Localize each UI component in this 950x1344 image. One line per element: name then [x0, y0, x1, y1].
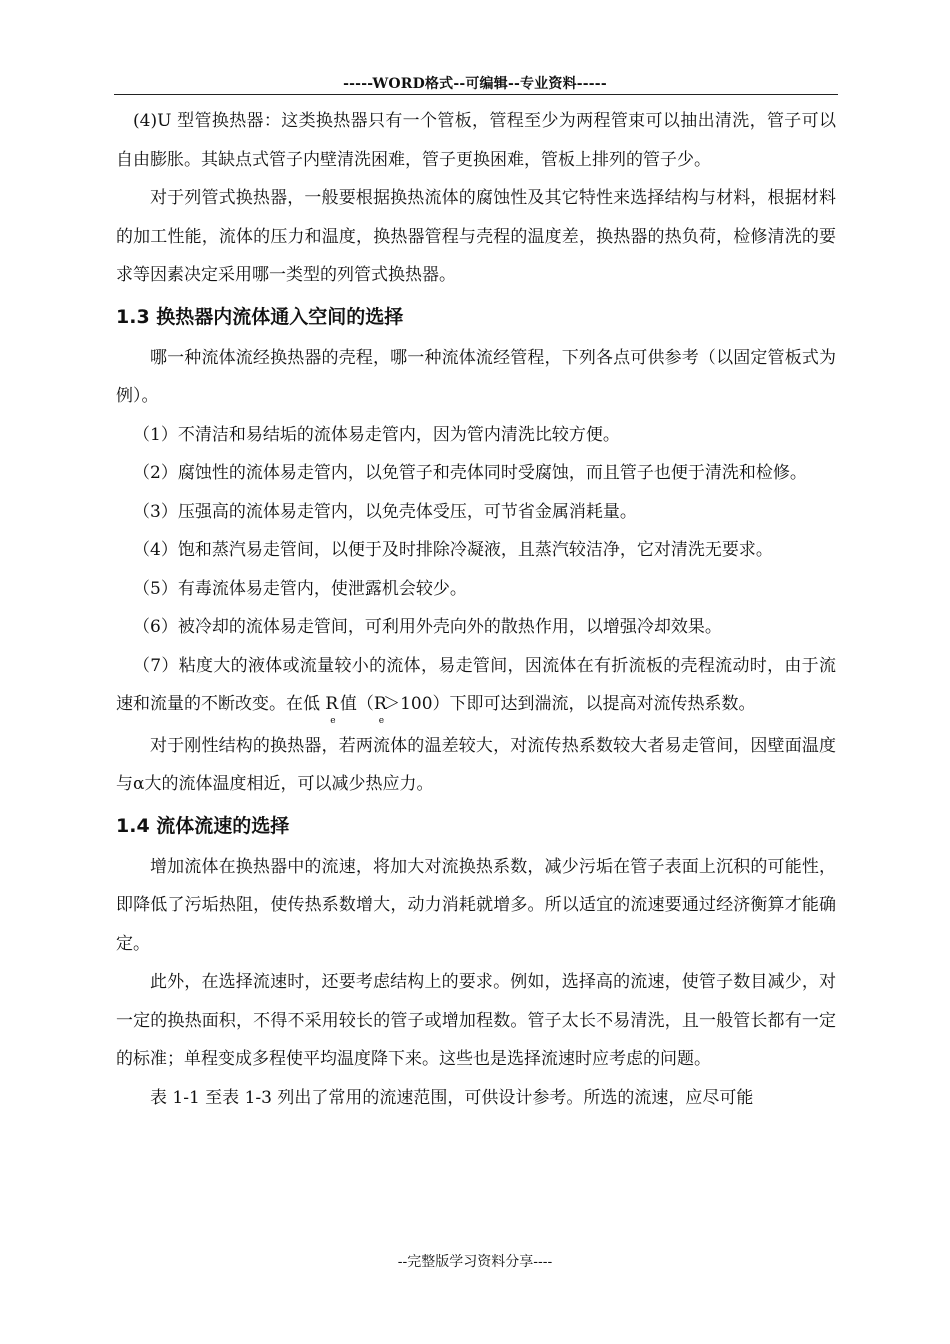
list-item-7-text-c: ＞100）下即可达到湍流，以提高对流传热系数。 — [383, 694, 756, 714]
section-heading-1-3: 1.3 换热器内流体通入空间的选择 — [116, 305, 404, 328]
paragraph-selection-criteria: 对于列管式换热器，一般要根据换热流体的腐蚀性及其它特性来选择结构与材料，根据材料的加工性能，流体的压力和温度，换热器管程与壳程的温度差，换热器的热负荷，检修清洗的要求等因素决定采用哪一类型的列管式换热器。 — [116, 188, 836, 285]
list-item-7 — [116, 647, 836, 727]
paragraph-table-reference: 表 1-1 至表 1-3 列出了常用的流速范围，可供设计参考。所选的流速，应尽可能 — [150, 1087, 754, 1108]
list-item-6: （6）被冷却的流体易走管间，可利用外壳向外的散热作用，以增强冷却效果。 — [133, 617, 722, 637]
paragraph-rigid-structure: 对于刚性结构的换热器，若两流体的温差较大，对流传热系数较大者易走管间，因壁面温度与α大的流体温度相近，可以减少热应力。 — [116, 735, 836, 794]
list-item-7-text-b: 值（R — [334, 694, 387, 714]
paragraph-flow-space-intro: 哪一种流体流经换热器的壳程，哪一种流体流经管程，下列各点可供参考（以固定管板式为例）。 — [116, 347, 836, 406]
reynolds-subscript: e — [378, 716, 385, 726]
paragraph-structural-requirements: 此外，在选择流速时，还要考虑结构上的要求。例如，选择高的流速，使管子数目减少，对一定的换热面积，不得不采用较长的管子或增加程数。管子太长不易清洗，且一般管长都有一定的标准；单程变成多程使平均温度降下来。这些也是选择流速时应考虑的问题。 — [116, 972, 836, 1069]
paragraph-u-tube: (4)U 型管换热器：这类换热器只有一个管板，管程至少为两程管束可以抽出清洗，管子可以自由膨胀。其缺点式管子内壁清洗困难，管子更换困难，管板上排列的管子少。 — [116, 111, 836, 170]
list-item-2: （2）腐蚀性的流体易走管内，以免管子和壳体同时受腐蚀，而且管子也便于清洗和检修。 — [133, 463, 807, 483]
list-item-4: （4）饱和蒸汽易走管间，以便于及时排除冷凝液，且蒸汽较洁净，它对清洗无要求。 — [133, 540, 773, 560]
list-item-7-text-a: （7）粘度大的液体或流量较小的流体，易走管间，因流体在有折流板的壳程流动时，由于流速和流量的不断改变。在低 R — [116, 655, 836, 714]
list-item-1: （1）不清洁和易结垢的流体易走管内，因为管内清洗比较方便。 — [133, 424, 620, 445]
header-divider — [114, 94, 838, 95]
list-item-5: （5）有毒流体易走管内，使泄露机会较少。 — [133, 578, 467, 599]
document-body — [116, 102, 836, 1117]
reynolds-subscript: e — [330, 716, 336, 726]
section-heading-1-4: 1.4 流体流速的选择 — [116, 814, 290, 837]
paragraph-flow-velocity: 增加流体在换热器中的流速，将加大对流换热系数，减少污垢在管子表面上沉积的可能性，即降低了污垢热阻，使传热系数增大，动力消耗就增多。所以适宜的流速要通过经济衡算才能确定。 — [116, 856, 836, 954]
list-item-3: （3）压强高的流体易走管内，以免壳体受压，可节省金属消耗量。 — [133, 501, 637, 522]
page-header: -----WORD格式--可编辑--专业资料----- — [343, 76, 607, 92]
page-footer: --完整版学习资料分享---- — [397, 1254, 553, 1270]
